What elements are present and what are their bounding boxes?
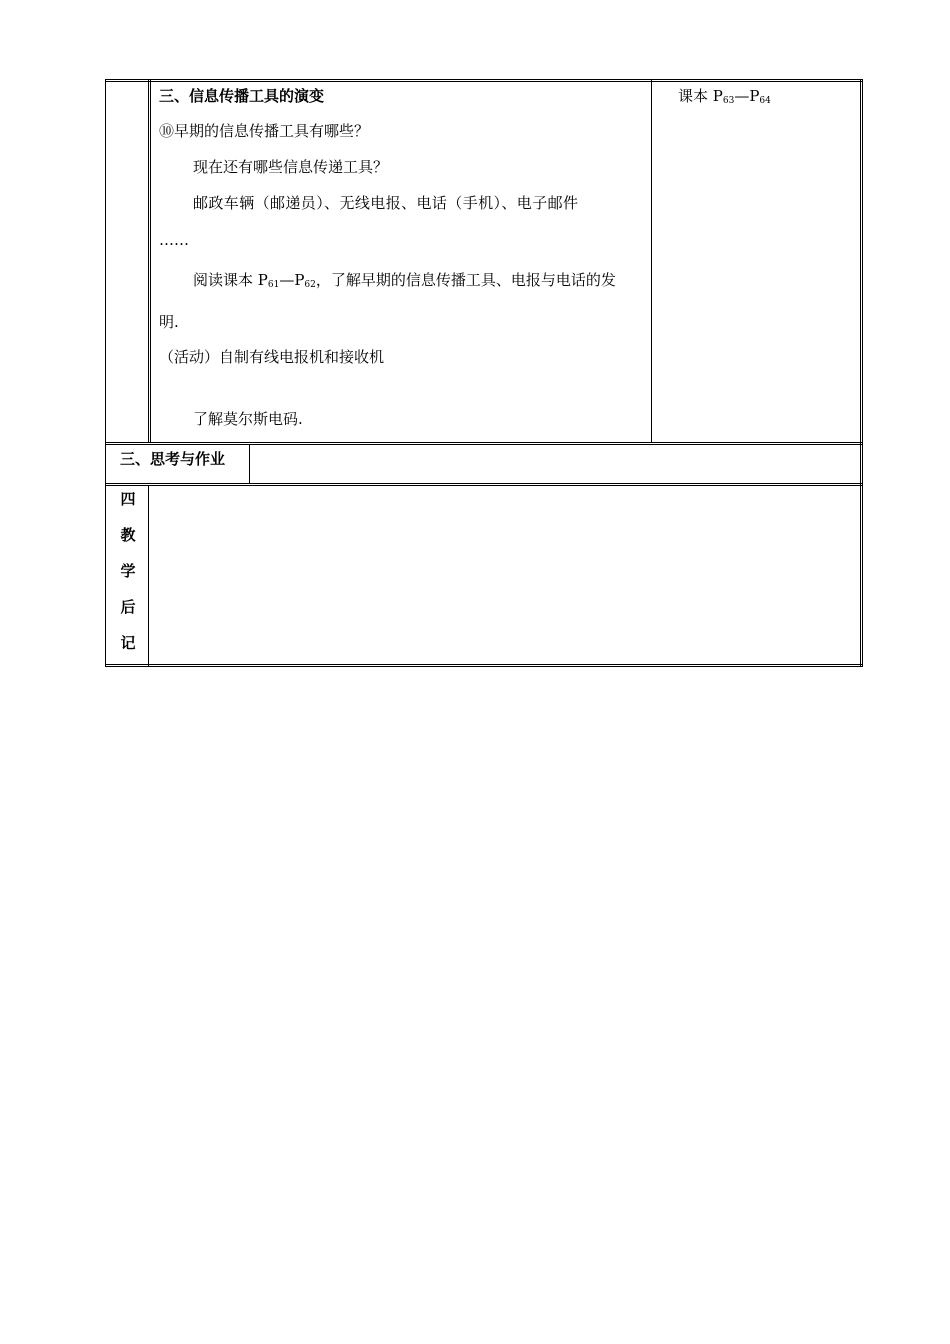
col-divider-2 (651, 79, 652, 443)
resource-dash: —P (734, 87, 760, 105)
activity-line: （活动）自制有线电报机和接收机 (159, 348, 385, 366)
table-border-bottom (105, 664, 862, 665)
postscript-char-3: 学 (120, 562, 136, 580)
homework-label: 三、思考与作业 (120, 450, 226, 468)
resource-reference (678, 86, 771, 106)
reading-suffix: ，了解早期的信息传播工具、电报与电话的发 (315, 271, 616, 289)
row-divider-1 (105, 442, 862, 443)
reading-task (193, 270, 616, 290)
reading-page-end: 62 (304, 280, 316, 290)
morse-line: 了解莫尔斯电码. (193, 410, 303, 428)
table-border-right (860, 79, 861, 667)
answer-line-2: …… (159, 231, 189, 249)
reading-task-cont: 明. (159, 313, 179, 331)
reading-prefix: 阅读课本 P (193, 271, 268, 289)
table-border-top-inner (105, 81, 862, 82)
section-heading: 三、信息传播工具的演变 (159, 87, 325, 105)
table-border-top (105, 79, 862, 80)
question-10: ⑩早期的信息传播工具有哪些？ (159, 122, 370, 140)
reading-dash: —P (279, 271, 305, 289)
postscript-char-2: 教 (120, 526, 136, 544)
col-divider-1b (150, 79, 151, 443)
row-divider-1b (105, 444, 862, 445)
row-divider-2b (105, 485, 862, 486)
table-border-bottom-outer (105, 666, 862, 667)
homework-col-divider (249, 444, 250, 484)
resource-prefix: 课本 P (678, 87, 723, 105)
row-divider-2 (105, 483, 862, 484)
resource-page-start: 63 (722, 96, 735, 106)
postscript-char-1: 四 (120, 490, 136, 508)
postscript-char-4: 后 (120, 598, 136, 616)
answer-line-1: 邮政车辆（邮递员）、无线电报、电话（手机）、电子邮件 (193, 194, 579, 212)
table-border-right-outer (862, 79, 863, 667)
resource-page-end: 64 (759, 96, 771, 106)
question-current-tools: 现在还有哪些信息传递工具？ (193, 158, 389, 176)
col-divider-1 (148, 79, 149, 443)
postscript-char-5: 记 (120, 634, 136, 652)
reading-page-start: 61 (267, 280, 280, 290)
